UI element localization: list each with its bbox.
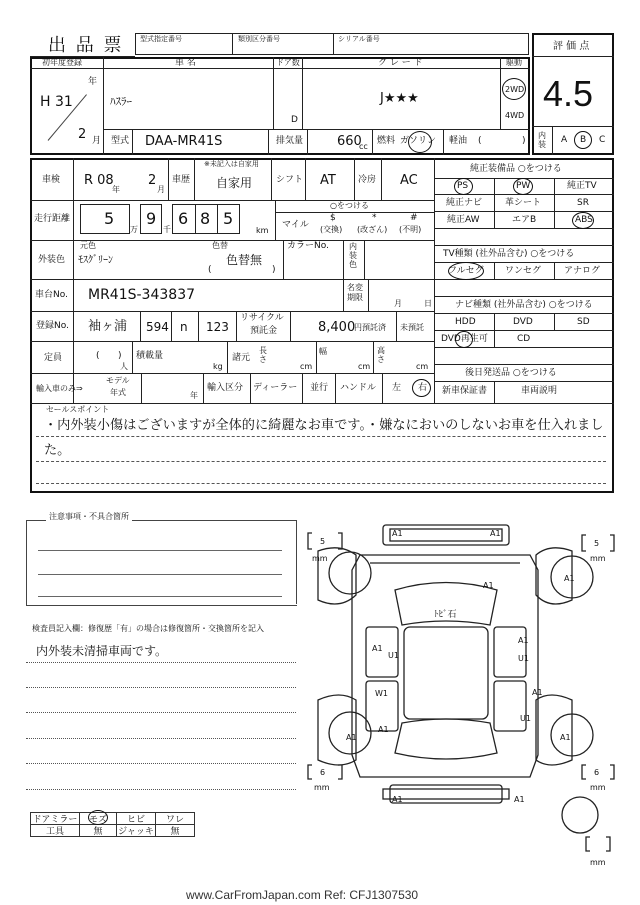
color-no-label: カラーNo. [287, 241, 329, 251]
nav-dvd-play: DVD再生可 [441, 334, 488, 344]
doors-label: ドア数 [276, 58, 300, 67]
later-warranty: 新車保証書 [442, 386, 488, 396]
fuel-paren-close: ) [522, 136, 526, 146]
break-label: ワレ [155, 812, 195, 825]
handle-right-circle [412, 379, 431, 397]
tire-rl-depth: 6 [320, 768, 326, 777]
equip-abs: ABS [575, 215, 593, 225]
nav-cd: CD [517, 334, 531, 344]
model-label: 型式 [111, 136, 130, 146]
color-paren-open: ( [208, 265, 212, 275]
category-code-label: 類別区分番号 [238, 35, 280, 43]
model-code-label: 型式指定番号 [140, 35, 182, 43]
color-orig-label: 元色 [80, 241, 96, 250]
mark-rr-door: A1 [532, 688, 543, 697]
equip-pw-circle [513, 178, 533, 195]
mileage-circle-note: ○をつける [330, 201, 369, 210]
equip-tv: 純正TV [567, 181, 597, 191]
first-reg-month-unit: 月 [92, 136, 102, 146]
capacity-person: 人 [120, 362, 128, 371]
color-paren-close: ) [272, 265, 276, 275]
dims-label: 諸元 [232, 353, 251, 363]
equipment-title: 純正装備品 ○をつける [470, 164, 562, 174]
interior-c: C [599, 135, 606, 145]
jack-label: ジャッキ [116, 824, 156, 837]
mileage-digit-3: 6 [178, 209, 189, 228]
equip-aw: 純正AW [447, 215, 480, 225]
tire-rl-mm: mm [314, 783, 330, 792]
shift-label: シフト [276, 175, 304, 185]
notes-label: 注意事項・不具合箇所 [46, 513, 132, 521]
ac-value: AC [400, 173, 418, 188]
drive-2wd: 2WD [505, 85, 525, 94]
grade-label: グ レ ー ド [378, 58, 423, 68]
mileage-digit-4: 8 [200, 209, 211, 228]
equip-navi: 純正ナビ [446, 198, 483, 208]
mileage-exchange: (交換) [320, 225, 343, 234]
history-note: ※未記入は自家用 [204, 160, 259, 168]
mark-rr-tire: A1 [560, 733, 571, 742]
tire-rr-mm: mm [590, 783, 606, 792]
fuel-label: 燃料 [377, 136, 396, 146]
reg-no-num2: 123 [206, 320, 229, 334]
tools-value: 無 [79, 824, 117, 837]
car-name-label: 車 名 [175, 58, 196, 68]
equip-pw: PW [516, 181, 531, 191]
dims-width: 幅 [319, 347, 327, 356]
mark-rear-right: A1 [514, 795, 525, 804]
mark-rl-door-2: A1 [378, 725, 389, 734]
tire-fr-mm: mm [590, 554, 606, 563]
color-label: 外装色 [38, 255, 66, 265]
chassis-day: 日 [424, 299, 432, 308]
tools-label: 工具 [30, 824, 80, 837]
import-model-year-1: モデル [106, 376, 130, 385]
later-manual: 車両説明 [521, 386, 558, 396]
tv-title: TV種類 (社外品含む) ○をつける [443, 249, 575, 259]
mileage-star: * [372, 213, 377, 223]
first-reg-year-unit: 年 [88, 77, 98, 87]
car-name-value: ﾊｽﾗｰ [110, 95, 132, 108]
mileage-mile: マイル [282, 220, 309, 230]
tire-rr-depth: 6 [594, 768, 600, 777]
capacity-paren-open: ( [96, 351, 100, 361]
interior-a: A [561, 135, 568, 145]
mark-rl-door: W1 [375, 689, 388, 698]
recycle-value: 8,400 [318, 320, 356, 335]
import-model-year-2: 年式 [110, 388, 126, 397]
model-value: DAA-MR41S [145, 134, 223, 149]
fuel-paren-open: ( [478, 136, 482, 146]
chassis-expiry-label: 名変期限 [347, 283, 363, 302]
grade-value: J★★★ [380, 91, 419, 106]
recycle-label-1: リサイクル [240, 313, 284, 323]
inspection-year-unit: 年 [112, 185, 120, 194]
tv-analog: アナログ [564, 266, 601, 276]
mileage-modified: (改ざん) [357, 225, 388, 234]
capacity-label: 定員 [44, 353, 63, 363]
import-type-label: 輸入区分 [207, 383, 244, 393]
sales-point-line-1: ・内外装小傷はございますが全体的に綺麗なお車です。・嫌なにおいのしないお車を仕入れまし [44, 418, 604, 433]
interior-b-circle [574, 131, 592, 149]
dims-length: 長さ [259, 346, 267, 364]
dims-length-cm: cm [300, 362, 313, 371]
fuel-diesel: 軽油 [449, 136, 468, 146]
mileage-hash: # [410, 213, 418, 223]
reg-no-num1: 594 [146, 320, 169, 334]
dims-height-cm: cm [416, 362, 429, 371]
inspection-month: 2 [148, 173, 157, 188]
inspector-label: 検査員記入欄：修復歴「有」の場合は修復箇所・交換箇所を記入 [32, 624, 264, 633]
mileage-digit-5: 5 [223, 209, 234, 228]
spare-tire-mm: mm [590, 858, 606, 867]
later-title: 後日発送品 ○をつける [465, 368, 557, 378]
mark-windshield: ﾄﾋﾞ石 [434, 610, 457, 620]
tv-oneseg: ワンセグ [505, 266, 542, 276]
inspection-label: 車検 [42, 175, 61, 185]
nav-hdd: HDD [455, 317, 476, 327]
score-label: 評 価 点 [553, 41, 590, 52]
handle-left: 左 [392, 383, 402, 393]
sales-point-label: セールスポイント [46, 405, 110, 414]
tire-fl-depth: 5 [320, 537, 326, 546]
mileage-label: 走行距離 [34, 214, 71, 224]
interior-b: B [580, 135, 587, 145]
jack-value: 無 [155, 824, 195, 837]
nav-dvd-play-circle [455, 331, 473, 348]
import-label: 輸入車のみ⇒ [36, 384, 83, 393]
recycle-label-2: 預託金 [250, 326, 278, 336]
inspection-month-unit: 月 [157, 185, 165, 194]
crack-label: ヒビ [116, 812, 156, 825]
ac-label: 冷房 [358, 175, 377, 185]
chassis-label: 車台No. [35, 290, 68, 300]
import-year: 年 [190, 391, 198, 400]
tv-fullseg: フルセグ [448, 266, 484, 276]
equip-airbag: エアB [512, 215, 537, 225]
drive-label: 駆動 [506, 58, 522, 67]
drive-2wd-circle [502, 78, 526, 100]
inspector-text: 内外装未清掃車両です。 [36, 644, 168, 658]
mirror-circle [88, 810, 108, 825]
shift-value: AT [320, 173, 336, 188]
equip-ps-circle [454, 178, 473, 195]
sheet-title: 出 品 票 [48, 35, 124, 56]
mark-fl-door: A1 [372, 644, 383, 653]
handle-right: 右 [418, 383, 428, 393]
dims-height: 高さ [377, 346, 385, 364]
first-reg-label: 初年度登録 [42, 58, 82, 67]
recycle-unit: 円預託済 [354, 323, 386, 332]
equip-ps: PS [457, 181, 469, 191]
displacement-value: 660 [337, 134, 362, 149]
chassis-month: 月 [394, 299, 402, 308]
displacement-unit: cc [359, 142, 368, 151]
first-reg-era: H 31 [40, 94, 73, 110]
interior-color-label: 内装色 [349, 242, 357, 269]
history-value: 自家用 [216, 176, 253, 190]
nav-dvd: DVD [513, 317, 533, 327]
mark-fl-door-2: U1 [388, 651, 399, 660]
nav-sd: SD [577, 317, 590, 327]
first-reg-month: 2 [78, 127, 87, 142]
recycle-unpaid: 未預託 [400, 323, 424, 332]
mark-fr-door: A1 [518, 636, 529, 645]
chassis-value: MR41S-343837 [88, 287, 196, 303]
tire-fl-mm: mm [312, 554, 328, 563]
mark-front-right: A1 [490, 529, 501, 538]
tv-fullseg-circle [448, 262, 484, 280]
mileage-man: 万 [130, 225, 138, 234]
sales-point-line-2: た。 [44, 443, 71, 458]
mark-rr-door-2: U1 [520, 714, 531, 723]
import-parallel: 並行 [310, 383, 329, 393]
footer-reference: www.CarFromJapan.com Ref: CFJ1307530 [186, 888, 419, 902]
mileage-dollar: $ [330, 213, 336, 223]
import-dealer: ディーラー [253, 383, 298, 393]
nav-title: ナビ種類 (社外品含む) ○をつける [455, 300, 593, 310]
equip-abs-circle [572, 212, 594, 229]
fuel-circle [408, 131, 432, 153]
color-repaint-label: 色替 [212, 241, 228, 250]
mark-front-left: A1 [392, 529, 403, 538]
drive-4wd: 4WD [505, 111, 525, 120]
doors-value: D [291, 115, 298, 125]
fuel-gasoline: ガソリン [400, 136, 437, 146]
mirror-value: モズ [79, 812, 117, 825]
mileage-unknown: (不明) [399, 225, 422, 234]
tire-fr-depth: 5 [594, 539, 600, 548]
mileage-digit-2: 9 [146, 209, 157, 228]
reg-no-city: 袖ヶ浦 [88, 319, 128, 334]
equip-leather: 革シート [505, 198, 542, 208]
handle-label: ハンドル [340, 383, 377, 393]
mark-rear-left: A1 [392, 795, 403, 804]
score-value: 4.5 [543, 73, 594, 114]
load-label: 積載量 [136, 351, 164, 361]
mileage-km: km [256, 226, 269, 235]
equip-sr: SR [577, 198, 589, 208]
mark-fr-tire: A1 [564, 574, 575, 583]
dims-width-cm: cm [358, 362, 371, 371]
color-repaint-value: 色替無 [226, 253, 263, 267]
capacity-paren-close: ) [118, 351, 122, 361]
mark-rl-tire: A1 [346, 733, 357, 742]
car-damage-diagram [300, 515, 620, 870]
load-kg: kg [213, 362, 223, 371]
mark-fr-door-2: U1 [518, 654, 529, 663]
serial-label: シリアル番号 [338, 35, 380, 43]
history-label: 車歴 [172, 175, 191, 185]
reg-no-kana: n [180, 320, 188, 334]
mark-hood: A1 [483, 581, 494, 590]
interior-label: 内装 [538, 131, 546, 149]
reg-no-label: 登録No. [36, 321, 69, 331]
mileage-sen: 千 [163, 225, 171, 234]
displacement-label: 排気量 [276, 136, 304, 146]
inspection-era: R 08 [84, 173, 114, 188]
mirror-label: ドアミラー [30, 812, 80, 825]
color-orig-value: ﾓｽｸﾞﾘｰﾝ [78, 255, 113, 266]
mileage-digit-1: 5 [104, 209, 115, 228]
